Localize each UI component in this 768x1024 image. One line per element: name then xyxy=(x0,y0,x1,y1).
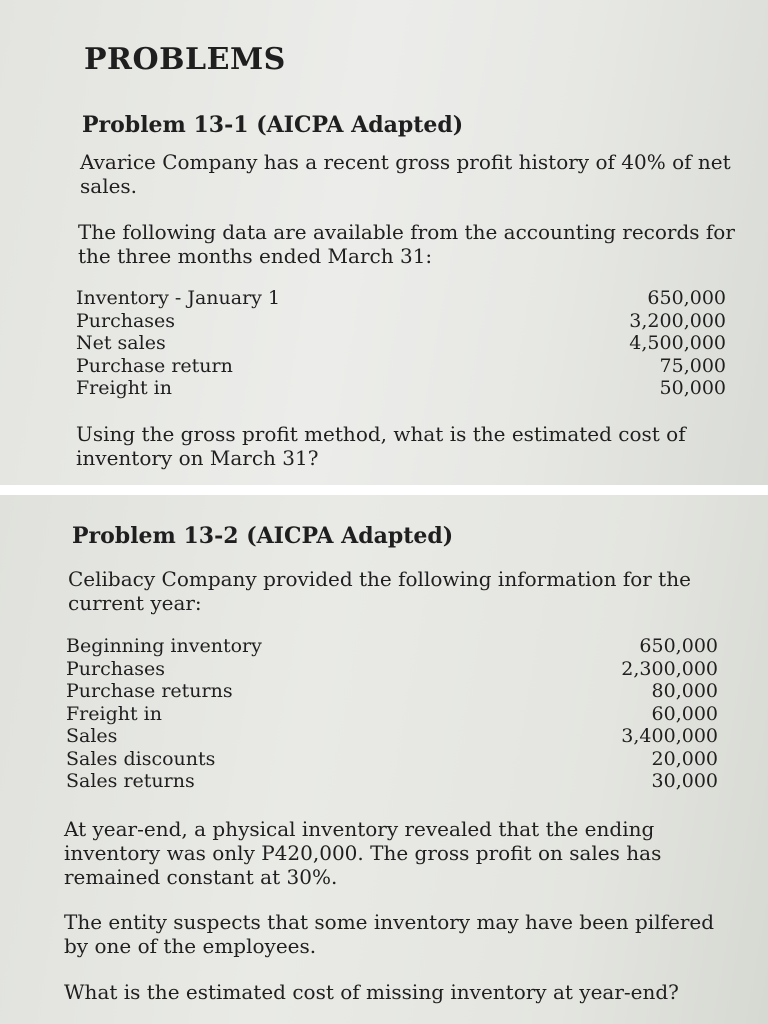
table-row xyxy=(66,770,718,793)
section-heading: PROBLEMS xyxy=(84,42,286,77)
problem-2-suspicion: The entity suspects that some inventory may have been pilfered by one of the employees. xyxy=(64,910,715,958)
table-row xyxy=(66,725,718,748)
table-row xyxy=(76,355,726,378)
row-label: Sales returns xyxy=(66,770,195,792)
row-label: Freight in xyxy=(76,377,172,399)
table-row xyxy=(76,287,726,310)
problem-2-intro: Celibacy Company provided the following information for the current year: xyxy=(68,567,691,615)
row-label: Freight in xyxy=(66,702,162,725)
row-amount: 650,000 xyxy=(647,287,726,309)
row-label: Purchases xyxy=(76,309,176,332)
problem-2-question: What is the estimated cost of missing inventory at year-end? xyxy=(64,980,679,1004)
row-label: Beginning inventory xyxy=(66,635,262,657)
row-label: Purchase return xyxy=(76,354,233,377)
row-amount: 50,000 xyxy=(659,377,726,399)
page-photo-top xyxy=(0,0,768,485)
row-amount: 20,000 xyxy=(651,747,718,770)
photo-divider xyxy=(0,485,768,495)
row-label: Purchases xyxy=(66,657,166,680)
problem-1-data-table xyxy=(76,287,726,400)
row-amount: 3,200,000 xyxy=(629,309,726,332)
row-amount: 3,400,000 xyxy=(621,725,718,747)
row-amount: 60,000 xyxy=(651,702,718,725)
problem-1-title: Problem 13-1 (AICPA Adapted) xyxy=(82,112,464,138)
table-row xyxy=(66,703,718,726)
row-label: Inventory - January 1 xyxy=(76,287,281,309)
table-row xyxy=(66,658,718,681)
table-row xyxy=(76,310,726,333)
row-amount: 2,300,000 xyxy=(621,657,718,680)
problem-1-data-intro: The following data are available from the accounting records for the three months ended March 31: xyxy=(78,220,735,268)
row-amount: 650,000 xyxy=(639,635,718,657)
table-row xyxy=(66,635,718,658)
table-row xyxy=(76,377,726,400)
problem-1-question: Using the gross profit method, what is the estimated cost of inventory on March 31? xyxy=(76,422,686,470)
table-row xyxy=(66,748,718,771)
row-label: Sales xyxy=(66,725,118,747)
problem-2-physical-inventory: At year-end, a physical inventory revealed that the ending inventory was only P420,000. The gross profit on sales has remained constant at 30%. xyxy=(64,817,662,889)
table-row xyxy=(76,332,726,355)
row-label: Sales discounts xyxy=(66,747,216,770)
page-photo-bottom xyxy=(0,495,768,1024)
table-row xyxy=(66,680,718,703)
row-amount: 4,500,000 xyxy=(629,332,726,354)
problem-2-title: Problem 13-2 (AICPA Adapted) xyxy=(72,523,454,549)
row-amount: 75,000 xyxy=(659,354,726,377)
row-label: Net sales xyxy=(76,332,166,354)
row-amount: 80,000 xyxy=(651,680,718,702)
problem-1-intro: Avarice Company has a recent gross profit history of 40% of net sales. xyxy=(80,150,731,198)
row-label: Purchase returns xyxy=(66,680,233,702)
row-amount: 30,000 xyxy=(651,770,718,792)
problem-2-data-table xyxy=(66,635,718,793)
